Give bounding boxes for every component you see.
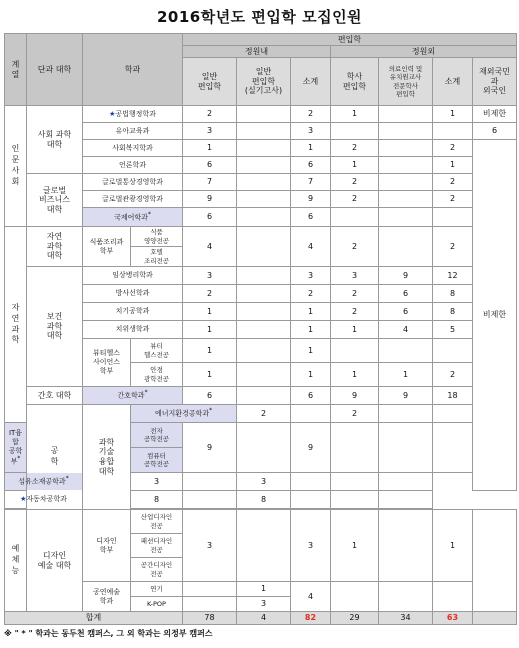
cell-value: 2: [433, 174, 473, 191]
cell-value: 1: [433, 106, 473, 123]
cell-value: [331, 423, 379, 473]
cell-value: [183, 582, 237, 597]
cell-value: 6: [291, 387, 331, 405]
cell-value: [237, 303, 291, 321]
cell-value: 9: [183, 191, 237, 208]
dept-beauty: 뷰티헬스 사이언스 학부: [83, 339, 131, 387]
dept-energy: 에너지환경공학과*: [131, 405, 237, 423]
cell-value: 18: [433, 387, 473, 405]
cell-value: [331, 208, 379, 227]
cell-value: [379, 191, 433, 208]
cell-value: 3: [183, 267, 237, 285]
dept-gtrade: 글로벌통상경영학과: [83, 174, 183, 191]
cell-value: 6: [183, 208, 237, 227]
cell-value: [379, 405, 433, 423]
cell-value: 3: [183, 510, 237, 582]
cell-value: [331, 473, 379, 491]
cell-value: [379, 510, 433, 582]
cell-value: 4: [291, 227, 331, 267]
major-ind: 산업디자인 전공: [131, 510, 183, 534]
cell-value: 1: [291, 303, 331, 321]
major-space: 공간디자인 전공: [131, 558, 183, 582]
cell-value: 1: [291, 321, 331, 339]
cell-value: 8: [237, 491, 291, 509]
dept-gtour: 글로벌관광경영학과: [83, 191, 183, 208]
cell-value: [379, 491, 433, 509]
cell-value: 2: [291, 285, 331, 303]
cell-value: 1: [291, 339, 331, 363]
cell-value: 6: [473, 123, 517, 140]
dept-clinic: 임상병리학과: [83, 267, 183, 285]
cell-value: 2: [291, 106, 331, 123]
cell-value: 2: [433, 191, 473, 208]
cell-value: 9: [379, 267, 433, 285]
total-row: [5, 612, 517, 625]
cell-value: [183, 597, 237, 612]
cell-value: [331, 582, 379, 612]
cell-value: 1: [331, 106, 379, 123]
cell-value: 1: [331, 157, 379, 174]
cell-value: 2: [183, 285, 237, 303]
dept-child: 유아교육과: [83, 123, 183, 140]
dept-it: IT융합 공학부*: [5, 423, 27, 473]
col-header-quota-in: 정원내: [183, 46, 331, 58]
major-elec: 전자 공학전공: [131, 423, 183, 448]
dept-food: 식품조리과 학부: [83, 227, 131, 267]
cell-value: 3: [291, 510, 331, 582]
col-header-bachelor: 학사 편입학: [331, 58, 379, 106]
cell-value: [237, 106, 291, 123]
cell-value: 1: [291, 140, 331, 157]
cell-value: [379, 473, 433, 491]
cell-value: 3: [237, 597, 291, 612]
college-nurse: 간호 대학: [27, 387, 83, 405]
dept-intl: 국제어학과*: [83, 208, 183, 227]
cell-value: [379, 582, 433, 612]
cell-value: [291, 491, 331, 509]
cell-value: 3: [291, 123, 331, 140]
cell-value: 2: [183, 106, 237, 123]
college-health: 보건 과학 대학: [27, 267, 83, 387]
col-header-transfer: 편입학: [183, 34, 517, 46]
table-row: [5, 473, 517, 491]
cell-value: 3: [237, 473, 291, 491]
col-header-gyeyeol: 계 열: [5, 34, 27, 106]
cell-value: [237, 174, 291, 191]
dept-perform: 공연예술 학과: [83, 582, 131, 612]
cell-value: 2: [237, 405, 291, 423]
major-hotel: 호텔 조리전공: [131, 247, 183, 267]
cell-value: 6: [183, 387, 237, 405]
cell-value: 6: [291, 157, 331, 174]
cell-value: [331, 491, 379, 509]
dept-welfare: 사회복지학과: [83, 140, 183, 157]
cell-value: 4: [183, 227, 237, 267]
major-food: 식품 영양전공: [131, 227, 183, 247]
cell-value: 63: [433, 612, 473, 625]
cell-value: [331, 339, 379, 363]
dept-design: 디자인 학부: [83, 510, 131, 582]
col-header-foreign: 재외국민 과 외국인: [473, 58, 517, 106]
gyeyeol-engineering: 공 학: [27, 405, 83, 510]
cell-value: 2: [433, 227, 473, 267]
cell-value: [379, 339, 433, 363]
col-header-general-exam: 일반 편입학 (실기고사): [237, 58, 291, 106]
cell-value: 6: [183, 157, 237, 174]
cell-value: [237, 191, 291, 208]
cell-value: 1: [331, 510, 379, 582]
cell-value: [291, 473, 331, 491]
cell-value: 9: [379, 387, 433, 405]
cell-value: 2: [331, 405, 379, 423]
cell-value: [237, 510, 291, 582]
dept-dental: 치기공학과: [83, 303, 183, 321]
col-header-medical: 의료인력 및 유치원교사 전문학사 편입학: [379, 58, 433, 106]
major-optic: 안경 광학전공: [131, 363, 183, 387]
cell-value: 1: [183, 303, 237, 321]
table-row: [5, 227, 517, 247]
footnote: ※ " * " 학과는 동두천 캠퍼스, 그 외 학과는 의정부 캠퍼스: [4, 629, 213, 638]
cell-value: 3: [331, 267, 379, 285]
cell-value: [379, 208, 433, 227]
cell-value: [433, 123, 473, 140]
cell-value: 1: [183, 339, 237, 363]
dept-nurse: 간호학과*: [83, 387, 183, 405]
table-row: [5, 510, 517, 534]
major-comp: 컴퓨터 공학전공: [131, 448, 183, 473]
cell-value: 1: [331, 363, 379, 387]
gyeyeol-natural: 자 연 과 학: [5, 227, 27, 423]
gyeyeol-arts: 예 체 능: [5, 510, 27, 612]
cell-value: [433, 405, 473, 423]
col-header-subtotal: 소계: [291, 58, 331, 106]
col-header-college: 단과 대학: [27, 34, 83, 106]
cell-value: 3: [183, 123, 237, 140]
cell-value: [237, 339, 291, 363]
dept-radio: 방사선학과: [83, 285, 183, 303]
gyeyeol-humanities: 인 문 사 회: [5, 106, 27, 227]
table-row: [5, 405, 517, 423]
cell-value: 2: [433, 140, 473, 157]
cell-value: 9: [331, 387, 379, 405]
table-row: [5, 267, 517, 285]
cell-value: 2: [331, 303, 379, 321]
cell-value: 8: [433, 303, 473, 321]
major-fashion: 패션디자인 전공: [131, 534, 183, 558]
cell-value: [433, 582, 473, 612]
star-icon: ★: [20, 495, 27, 504]
cell-value: 1: [183, 363, 237, 387]
cell-value: 1: [331, 321, 379, 339]
cell-value: 1: [183, 321, 237, 339]
table-row: [5, 491, 517, 509]
cell-value: 2: [331, 191, 379, 208]
cell-value: [237, 157, 291, 174]
cell-value: [433, 208, 473, 227]
cell-value: 9: [291, 191, 331, 208]
col-header-general: 일반 편입학: [183, 58, 237, 106]
cell-value: [237, 123, 291, 140]
cell-value: [331, 123, 379, 140]
cell-value: [379, 157, 433, 174]
cell-value: [237, 321, 291, 339]
cell-value: 34: [379, 612, 433, 625]
cell-value: [183, 473, 237, 491]
cell-value: 6: [379, 303, 433, 321]
major-kpop: K-POP: [131, 597, 183, 612]
cell-value: 1: [379, 363, 433, 387]
cell-value: [237, 227, 291, 267]
cell-value: 4: [379, 321, 433, 339]
dept-police: ★공법행정학과: [83, 106, 183, 123]
cell-value: 9: [291, 423, 331, 473]
cell-value: 3: [131, 473, 183, 491]
cell-value: 2: [331, 140, 379, 157]
cell-value: 12: [433, 267, 473, 285]
table-row: [5, 387, 517, 405]
cell-value: 2: [433, 363, 473, 387]
cell-value: [237, 285, 291, 303]
cell-value: [473, 612, 517, 625]
dept-media: 언론학과: [83, 157, 183, 174]
cell-value: [433, 339, 473, 363]
cell-value: 4: [291, 582, 331, 612]
cell-value: [291, 405, 331, 423]
cell-value: [473, 510, 517, 612]
college-social: 사회 과학 대학: [27, 106, 83, 174]
cell-value: [237, 423, 291, 473]
cell-value: [379, 140, 433, 157]
recruitment-table: [4, 33, 517, 625]
cell-value: [237, 140, 291, 157]
cell-value: 7: [183, 174, 237, 191]
cell-value: 2: [331, 174, 379, 191]
cell-value: [379, 423, 433, 473]
cell-value: [379, 123, 433, 140]
cell-value: 82: [291, 612, 331, 625]
cell-value: 8: [131, 491, 183, 509]
cell-value: 9: [183, 423, 237, 473]
cell-value: 5: [433, 321, 473, 339]
cell-value: [379, 227, 433, 267]
table-row: [5, 174, 517, 191]
college-nat: 자연 과학 대학: [27, 227, 83, 267]
cell-value: 7: [291, 174, 331, 191]
cell-value: 3: [291, 267, 331, 285]
dept-fiber: 섬유소재공학과*: [5, 473, 83, 491]
major-acting: 연기: [131, 582, 183, 597]
cell-value: 29: [331, 612, 379, 625]
cell-value: 1: [183, 140, 237, 157]
cell-value: [237, 387, 291, 405]
page-title: 2016학년도 편입학 모집인원: [156, 8, 363, 26]
cell-value: 8: [433, 285, 473, 303]
dept-hygiene: 치위생학과: [83, 321, 183, 339]
cell-value: 1: [237, 582, 291, 597]
cell-value: 78: [183, 612, 237, 625]
cell-value: [237, 363, 291, 387]
cell-value: 1: [433, 510, 473, 582]
cell-value: 2: [331, 285, 379, 303]
college-eng: 과학 기술 융합 대학: [83, 405, 131, 510]
cell-value: 6: [379, 285, 433, 303]
cell-value: [379, 106, 433, 123]
college-design: 디자인 예술 대학: [27, 510, 83, 612]
cell-value: 2: [331, 227, 379, 267]
col-header-quota-out: 정원외: [331, 46, 517, 58]
total-label: 합계: [5, 612, 183, 625]
table-row: [5, 106, 517, 123]
col-header-subtotal2: 소계: [433, 58, 473, 106]
dept-auto: ★자동차공학과: [5, 491, 83, 509]
foreign-unlimited: 비제한: [473, 140, 517, 491]
major-beauty: 뷰티 헬스전공: [131, 339, 183, 363]
cell-value: 1: [433, 157, 473, 174]
cell-value: [433, 423, 473, 473]
cell-value: [237, 208, 291, 227]
cell-value: [379, 174, 433, 191]
cell-value: [183, 491, 237, 509]
cell-value: 1: [291, 363, 331, 387]
cell-value: 6: [291, 208, 331, 227]
cell-value: 비제한: [473, 106, 517, 123]
cell-value: 4: [237, 612, 291, 625]
college-global: 글로벌 비즈니스 대학: [27, 174, 83, 227]
col-header-dept: 학과: [83, 34, 183, 106]
cell-value: [237, 267, 291, 285]
star-icon: ★: [109, 109, 116, 118]
